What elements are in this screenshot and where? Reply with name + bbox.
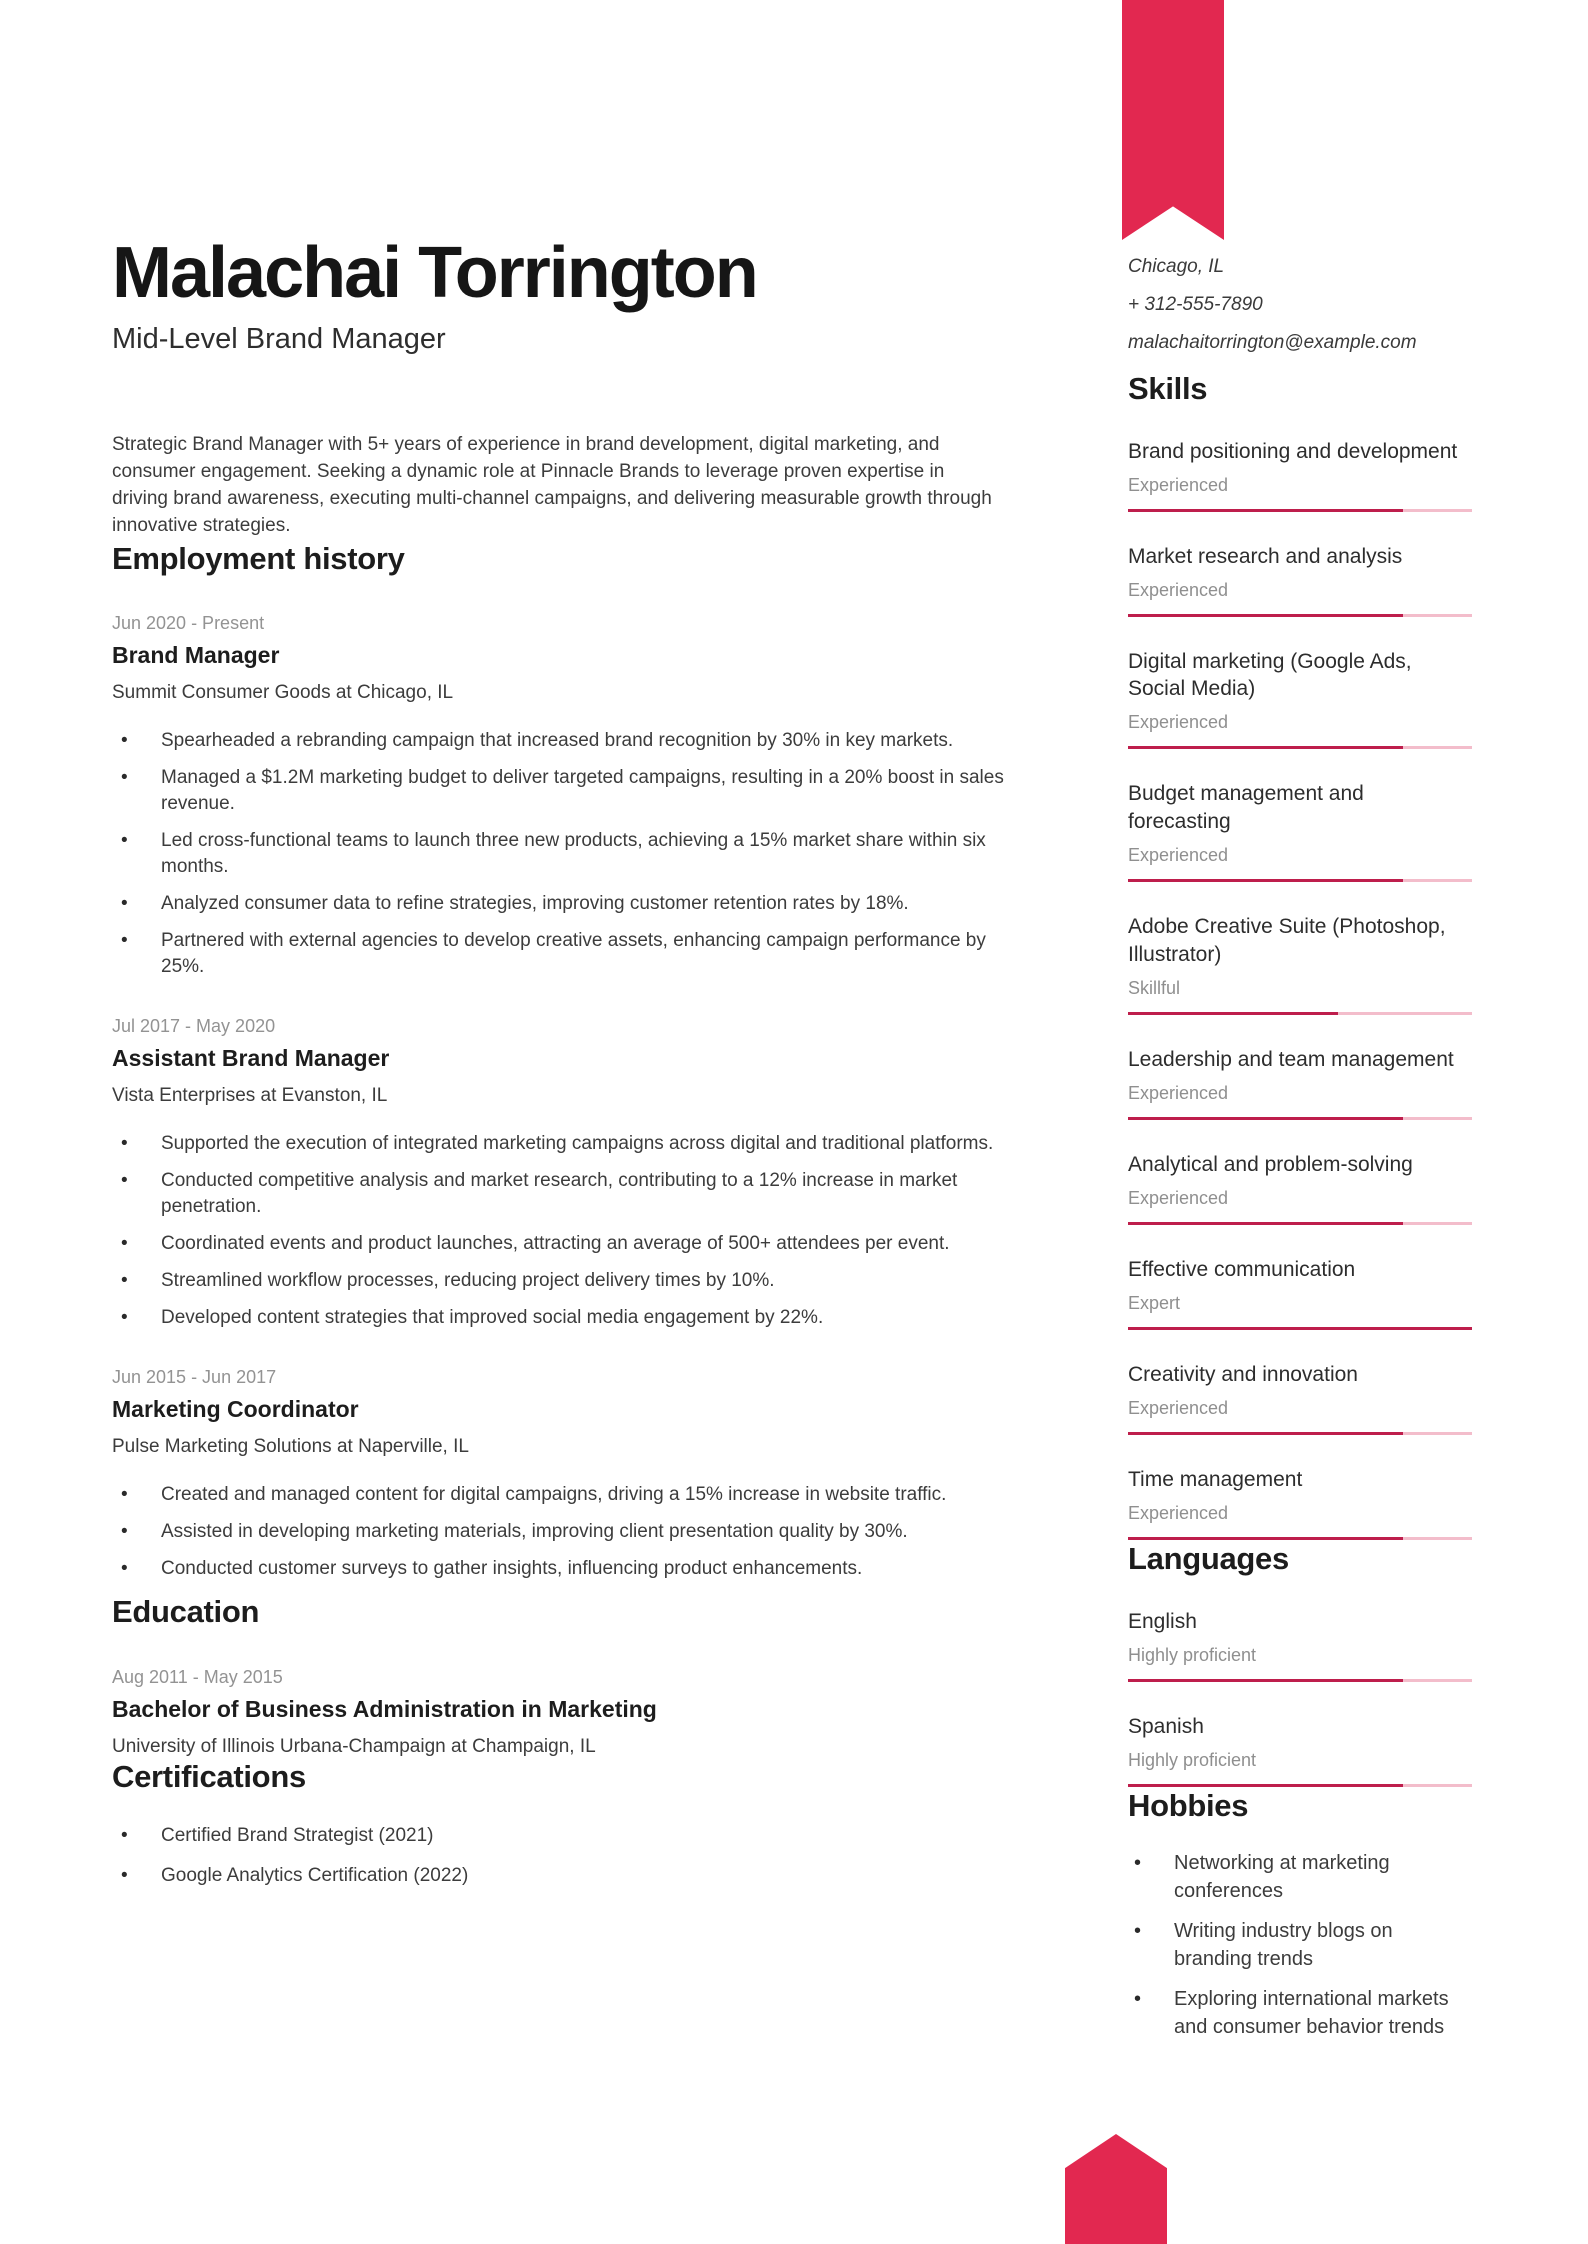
skill-name: Adobe Creative Suite (Photoshop, Illustrator): [1128, 915, 1446, 967]
skill-item: [1128, 1151, 1472, 1225]
bullet-item: • Created and managed content for digital campaigns, driving a 15% increase in website traffic.: [112, 1482, 1022, 1508]
skill-progress-fill: [1128, 879, 1403, 882]
skill-progress-bar: [1128, 879, 1472, 882]
certification-item: • Certified Brand Strategist (2021): [112, 1823, 1022, 1849]
hobby-item: • Exploring international markets and consumer behavior trends: [1128, 1986, 1472, 2041]
skill-level: Experienced: [1128, 1187, 1229, 1208]
skill-level: Experienced: [1128, 712, 1229, 733]
job-dates: Jun 2020 - Present: [112, 613, 265, 634]
job-company: Summit Consumer Goods at Chicago, IL: [112, 682, 454, 704]
language-name: Spanish: [1128, 1714, 1204, 1738]
job-bullet-list: [112, 728, 1022, 980]
employment-history-heading: Employment history: [112, 540, 405, 576]
education-dates: Aug 2011 - May 2015: [112, 1666, 283, 1687]
job-title: Marketing Coordinator: [112, 1396, 359, 1423]
bullet-item: • Coordinated events and product launches, attracting an average of 500+ attendees per event.: [112, 1231, 1022, 1257]
skill-name: Digital marketing (Google Ads, Social Media): [1128, 649, 1412, 701]
skill-item: [1128, 543, 1472, 617]
skill-name: Creativity and innovation: [1128, 1362, 1358, 1386]
bullet-item: • Analyzed consumer data to refine strategies, improving customer retention rates by 18%.: [112, 891, 1022, 917]
skill-progress-fill: [1128, 1222, 1403, 1225]
skill-progress-bar: [1128, 509, 1472, 512]
bullet-item: • Conducted competitive analysis and market research, contributing to a 12% increase in market penetration.: [112, 1168, 1022, 1220]
bullet-item: • Spearheaded a rebranding campaign that increased brand recognition by 30% in key markets.: [112, 728, 1022, 754]
job-dates: Jul 2017 - May 2020: [112, 1016, 276, 1037]
skill-level: Expert: [1128, 1292, 1181, 1313]
education-heading: Education: [112, 1594, 260, 1630]
languages-heading: Languages: [1128, 1540, 1289, 1576]
skill-level: Experienced: [1128, 579, 1229, 600]
profile-summary: Strategic Brand Manager with 5+ years of experience in brand development, digital marketing, and consumer engagement. Seeking a dynamic role at Pinnacle Brands to leverage proven expertise in driving brand awareness, executing multi-channel campaigns, and delivering measurable growth through innovative strategies.: [112, 434, 992, 536]
skill-progress-bar: [1128, 1327, 1472, 1330]
contact-location: Chicago, IL: [1128, 256, 1225, 277]
language-item: [1128, 1713, 1472, 1787]
skills-heading: Skills: [1128, 370, 1208, 406]
bullet-item: • Assisted in developing marketing materials, improving client presentation quality by 30%.: [112, 1519, 1022, 1545]
skill-progress-bar: [1128, 1012, 1472, 1015]
skill-level: Experienced: [1128, 1083, 1229, 1104]
job-title: Brand Manager: [112, 642, 280, 669]
skill-level: Experienced: [1128, 1502, 1229, 1523]
language-level: Highly proficient: [1128, 1749, 1257, 1770]
skill-item: [1128, 913, 1472, 1015]
skill-progress-bar: [1128, 1222, 1472, 1225]
skill-name: Budget management and forecasting: [1128, 782, 1364, 834]
skill-level: Experienced: [1128, 474, 1229, 495]
language-progress-bar: [1128, 1679, 1472, 1682]
skill-item: [1128, 1361, 1472, 1435]
hobbies-list: [1128, 1850, 1472, 2042]
skill-progress-bar: [1128, 614, 1472, 617]
candidate-name: Malachai Torrington: [112, 233, 757, 313]
education-degree: Bachelor of Business Administration in Marketing: [112, 1695, 657, 1722]
bullet-item: • Streamlined workflow processes, reducing project delivery times by 10%.: [112, 1268, 1022, 1294]
job-company: Pulse Marketing Solutions at Naperville, IL: [112, 1436, 469, 1458]
skill-item: [1128, 1256, 1472, 1330]
job-title: Assistant Brand Manager: [112, 1045, 390, 1072]
bullet-item: • Developed content strategies that improved social media engagement by 22%.: [112, 1305, 1022, 1331]
job-entry-assistant-brand-manager: [112, 1016, 1022, 1331]
hobbies-heading: Hobbies: [1128, 1787, 1249, 1823]
skill-progress-fill: [1128, 1432, 1403, 1435]
certification-item: • Google Analytics Certification (2022): [112, 1863, 1022, 1889]
skill-name: Leadership and team management: [1128, 1048, 1454, 1072]
skill-name: Time management: [1128, 1467, 1303, 1491]
skill-name: Effective communication: [1128, 1257, 1356, 1281]
job-bullet-list: [112, 1131, 1022, 1331]
certifications-list: [112, 1823, 1022, 1889]
main-column: [112, 0, 1022, 1903]
skill-item: [1128, 780, 1472, 882]
language-level: Highly proficient: [1128, 1644, 1257, 1665]
skill-progress-fill: [1128, 509, 1403, 512]
skill-progress-fill: [1128, 1327, 1472, 1330]
hobby-item: • Networking at marketing conferences: [1128, 1850, 1472, 1905]
bullet-item: • Managed a $1.2M marketing budget to deliver targeted campaigns, resulting in a 20% boost in sales revenue.: [112, 765, 1022, 817]
job-entry-marketing-coordinator: [112, 1367, 1022, 1582]
skill-item: [1128, 648, 1472, 750]
skill-progress-bar: [1128, 1432, 1472, 1435]
skill-name: Market research and analysis: [1128, 544, 1403, 568]
language-name: English: [1128, 1609, 1197, 1633]
skill-progress-fill: [1128, 614, 1403, 617]
hobby-item: • Writing industry blogs on branding trends: [1128, 1918, 1472, 1973]
sidebar-column: [1128, 0, 1472, 2054]
contact-email: malachaitorrington@example.com: [1128, 331, 1417, 353]
certifications-heading: Certifications: [112, 1758, 306, 1794]
candidate-job-title: Mid-Level Brand Manager: [112, 323, 446, 355]
education-entry: [112, 1667, 1022, 1758]
skill-progress-fill: [1128, 1117, 1403, 1120]
skill-progress-fill: [1128, 746, 1403, 749]
skill-level: Skillful: [1128, 978, 1181, 999]
job-bullet-list: [112, 1482, 1022, 1582]
contact-phone: + 312-555-7890: [1128, 293, 1263, 315]
bottom-ribbon-decoration: [1065, 2134, 1167, 2244]
bullet-item: • Supported the execution of integrated marketing campaigns across digital and traditional platforms.: [112, 1131, 1022, 1157]
education-school: University of Illinois Urbana-Champaign at Champaign, IL: [112, 1735, 596, 1757]
skill-progress-fill: [1128, 1012, 1338, 1015]
job-company: Vista Enterprises at Evanston, IL: [112, 1085, 388, 1107]
job-entry-brand-manager: [112, 613, 1022, 980]
language-item: [1128, 1608, 1472, 1682]
job-dates: Jun 2015 - Jun 2017: [112, 1367, 277, 1388]
bullet-item: • Conducted customer surveys to gather insights, influencing product enhancements.: [112, 1556, 1022, 1582]
bullet-item: • Partnered with external agencies to develop creative assets, enhancing campaign performance by 25%.: [112, 928, 1022, 980]
skill-name: Analytical and problem-solving: [1128, 1153, 1413, 1177]
skill-level: Experienced: [1128, 845, 1229, 866]
contact-block: [1128, 256, 1472, 354]
bullet-item: • Led cross-functional teams to launch three new products, achieving a 15% market share within six months.: [112, 828, 1022, 880]
language-progress-fill: [1128, 1679, 1403, 1682]
skill-item: [1128, 1046, 1472, 1120]
skill-progress-bar: [1128, 1117, 1472, 1120]
skill-item: [1128, 1466, 1472, 1540]
skill-progress-bar: [1128, 746, 1472, 749]
skill-name: Brand positioning and development: [1128, 439, 1458, 463]
skill-item: [1128, 438, 1472, 512]
skill-level: Experienced: [1128, 1397, 1229, 1418]
